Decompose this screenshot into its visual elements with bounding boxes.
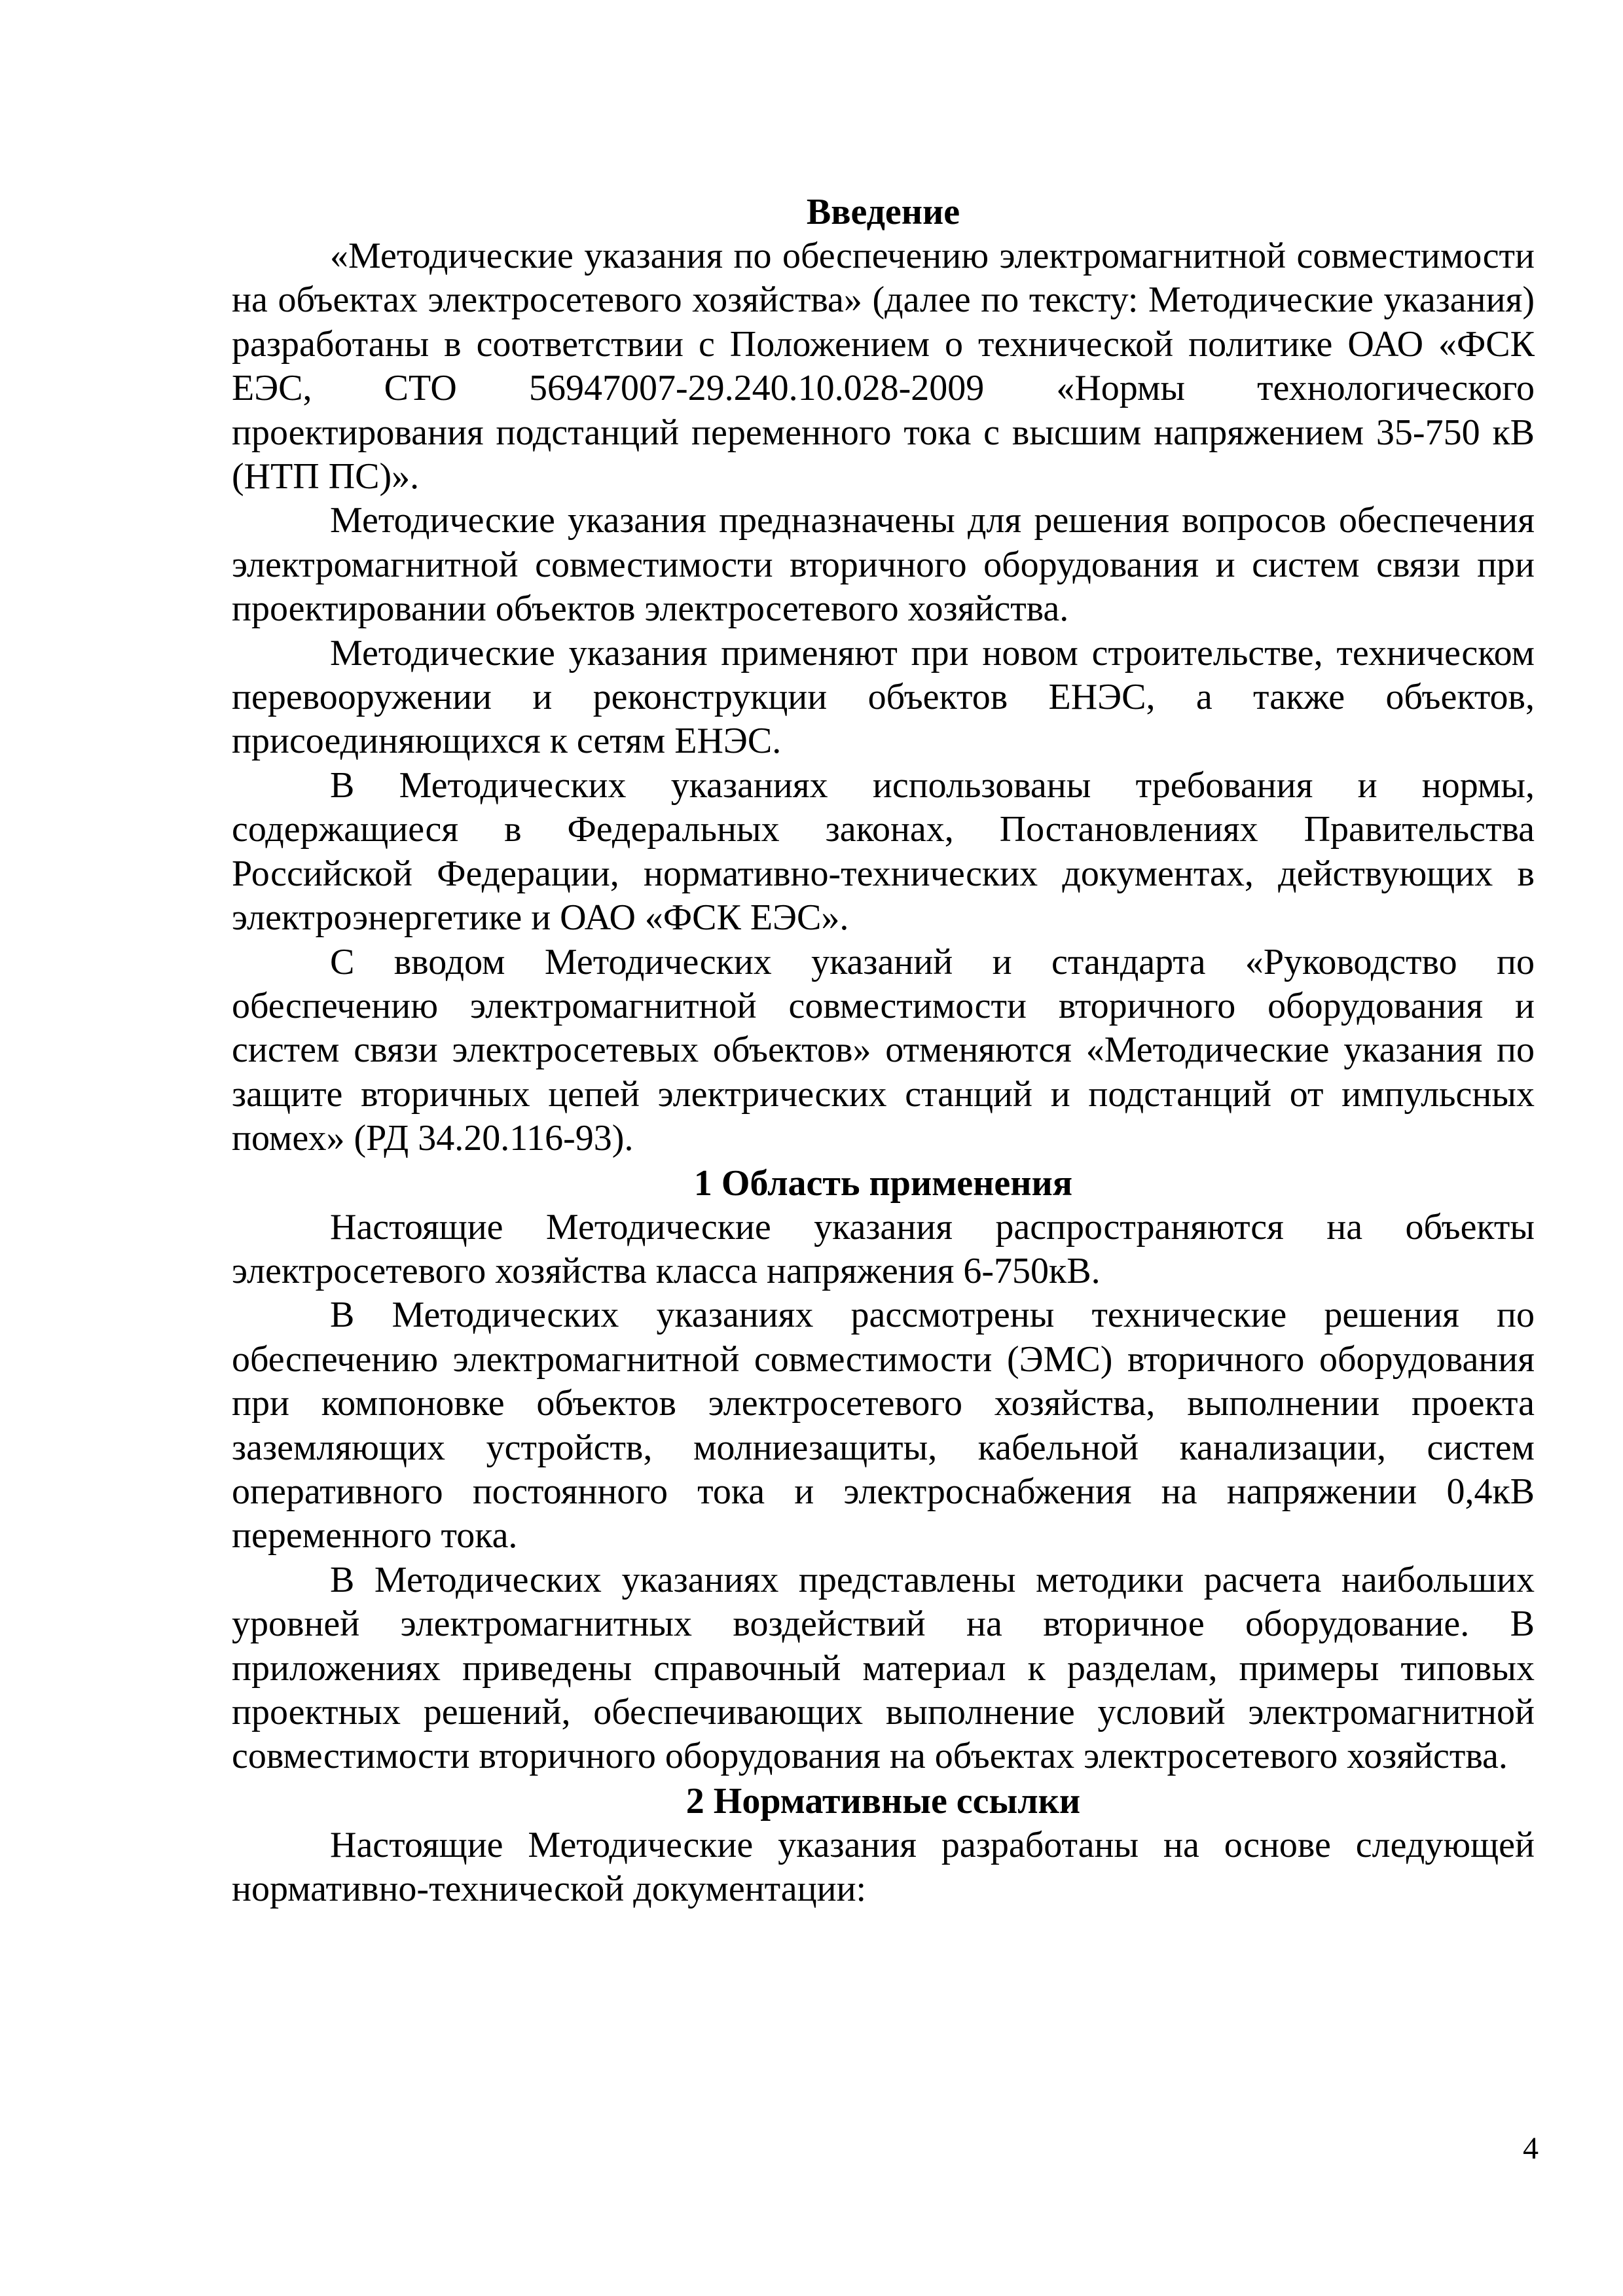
scope-paragraph-3: В Методических указаниях представлены методики расчета наибольших уровней электромагнитных воздействий на вторичное оборудование. В приложениях приведены справочный материал к разделам, примеры типовых проектных решений, обеспечивающих выполнение условий электромагнитной совместимости вторичного оборудования на объектах электросетевого хозяйства. [232,1559,1535,1777]
intro-heading: Введение [806,192,960,232]
page-number: 4 [1523,2131,1539,2166]
scope-paragraph-1: Настоящие Методические указания распространяются на объекты электросетевого хозяйства класса напряжения 6-750кВ. [232,1206,1535,1291]
scope-paragraph-2: В Методических указаниях рассмотрены технические решения по обеспечению электромагнитной совместимости (ЭМС) вторичного оборудования при компоновке объектов электросетевого хозяйства, выполнении проекта заземляющих устройств, молниезащиты, кабельной канализации, систем оперативного постоянного тока и электроснабжения на напряжении 0,4кВ переменного тока. [232,1295,1535,1556]
intro-section [232,190,1535,1161]
intro-paragraph-3: Методические указания применяют при новом строительстве, техническом перевооружении и реконструкции объектов ЕНЭС, а также объектов, присоединяющихся к сетям ЕНЭС. [232,632,1535,762]
references-heading: 2 Нормативные ссылки [685,1780,1081,1821]
scope-section [232,1161,1535,1779]
intro-paragraph-1: «Методические указания по обеспечению электромагнитной совместимости на объектах электросетевого хозяйства» (далее по тексту: Методические указания) разработаны в соответствии с Положением о технической политике ОАО «ФСК ЕЭС, СТО 56947007-29.240.10.028-2009 «Нормы технологического проектирования подстанций переменного тока с высшим напряжением 35-750 кВ (НТП ПС)». [232,236,1535,497]
document-page [232,190,1535,1912]
references-section [232,1779,1535,1912]
intro-paragraph-5: С вводом Методических указаний и стандарта «Руководство по обеспечению электромагнитной совместимости вторичного оборудования и систем связи электросетевых объектов» отменяются «Методические указания по защите вторичных цепей электрических станций и подстанций от импульсных помех» (РД 34.20.116-93). [232,941,1535,1159]
references-paragraph-1: Настоящие Методические указания разработаны на основе следующей нормативно-технической документации: [232,1824,1535,1910]
intro-paragraph-4: В Методических указаниях использованы требования и нормы, содержащиеся в Федеральных законах, Постановлениях Правительства Российской Федерации, нормативно-технических документах, действующих в электроэнергетике и ОАО «ФСК ЕЭС». [232,764,1535,939]
intro-paragraph-2: Методические указания предназначены для решения вопросов обеспечения электромагнитной совместимости вторичного оборудования и систем связи при проектировании объектов электросетевого хозяйства. [232,500,1535,630]
scope-heading: 1 Область применения [693,1162,1073,1204]
